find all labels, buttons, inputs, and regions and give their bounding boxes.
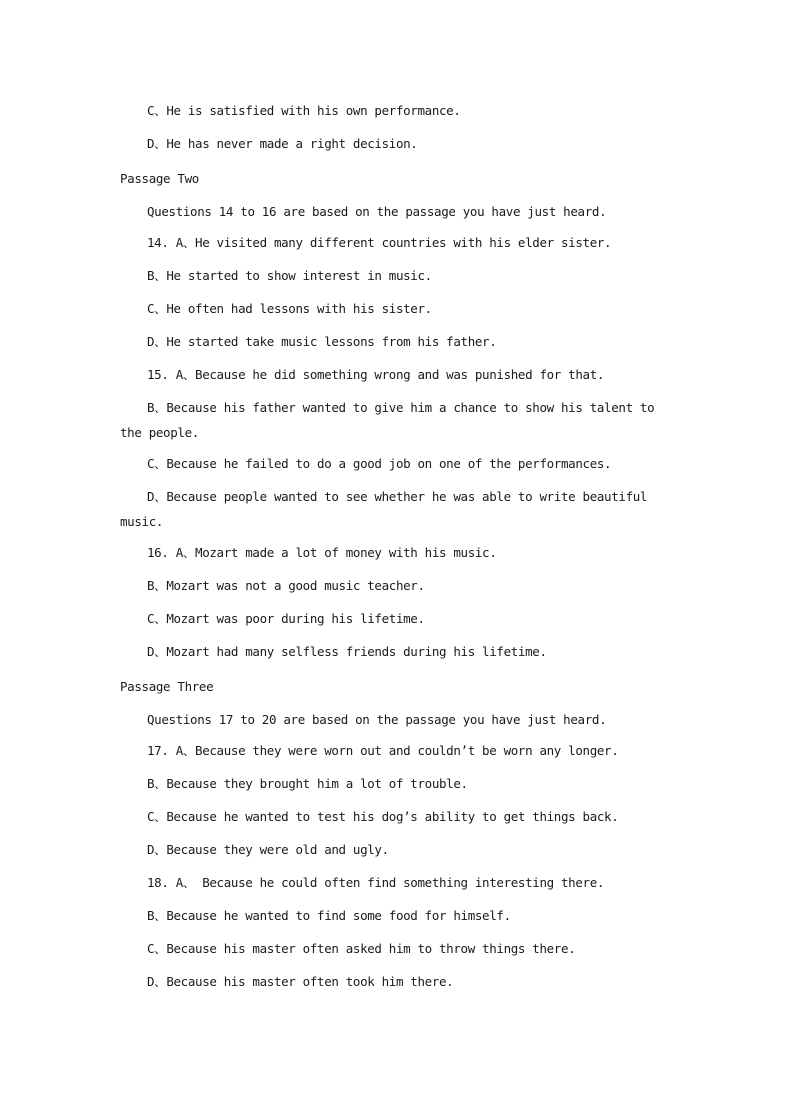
question-17-option-d: D、Because they were old and ugly. (147, 842, 389, 857)
question-14-option-c: C、He often had lessons with his sister. (147, 301, 432, 316)
option-c-line: C、He is satisfied with his own performance. (147, 103, 461, 118)
question-18-option-b: B、Because he wanted to find some food for himself. (147, 908, 511, 923)
question-16-option-c: C、Mozart was poor during his lifetime. (147, 611, 425, 626)
question-14-option-b: B、He started to show interest in music. (147, 268, 432, 283)
question-14-option-d: D、He started take music lessons from his father. (147, 334, 497, 349)
section-heading-passage-two: Passage Two (120, 171, 199, 186)
question-15-option-c: C、Because he failed to do a good job on one of the performances. (147, 456, 612, 471)
question-18-option-a: 18. A、 Because he could often find something interesting there. (147, 875, 605, 890)
question-18-option-d: D、Because his master often took him there. (147, 974, 454, 989)
question-15-option-d-continued: music. (120, 514, 164, 529)
option-d-line: D、He has never made a right decision. (147, 136, 418, 151)
question-18-option-c: C、Because his master often asked him to throw things there. (147, 941, 576, 956)
instruction-line: Questions 17 to 20 are based on the passage you have just heard. (147, 712, 607, 727)
question-15-option-b-continued: the people. (120, 425, 199, 440)
question-14-option-a: 14. A、He visited many different countries with his elder sister. (147, 235, 612, 250)
question-15-option-d: D、Because people wanted to see whether he was able to write beautiful (147, 489, 648, 504)
question-17-option-a: 17. A、Because they were worn out and couldn’t be worn any longer. (147, 743, 619, 758)
section-heading-passage-three: Passage Three (120, 679, 214, 694)
question-16-option-b: B、Mozart was not a good music teacher. (147, 578, 425, 593)
question-15-option-b: B、Because his father wanted to give him a chance to show his talent to (147, 400, 655, 415)
question-17-option-c: C、Because he wanted to test his dog’s ability to get things back. (147, 809, 619, 824)
instruction-line: Questions 14 to 16 are based on the passage you have just heard. (147, 204, 607, 219)
question-17-option-b: B、Because they brought him a lot of trouble. (147, 776, 468, 791)
question-15-option-a: 15. A、Because he did something wrong and was punished for that. (147, 367, 605, 382)
question-16-option-a: 16. A、Mozart made a lot of money with his music. (147, 545, 497, 560)
question-16-option-d: D、Mozart had many selfless friends during his lifetime. (147, 644, 547, 659)
